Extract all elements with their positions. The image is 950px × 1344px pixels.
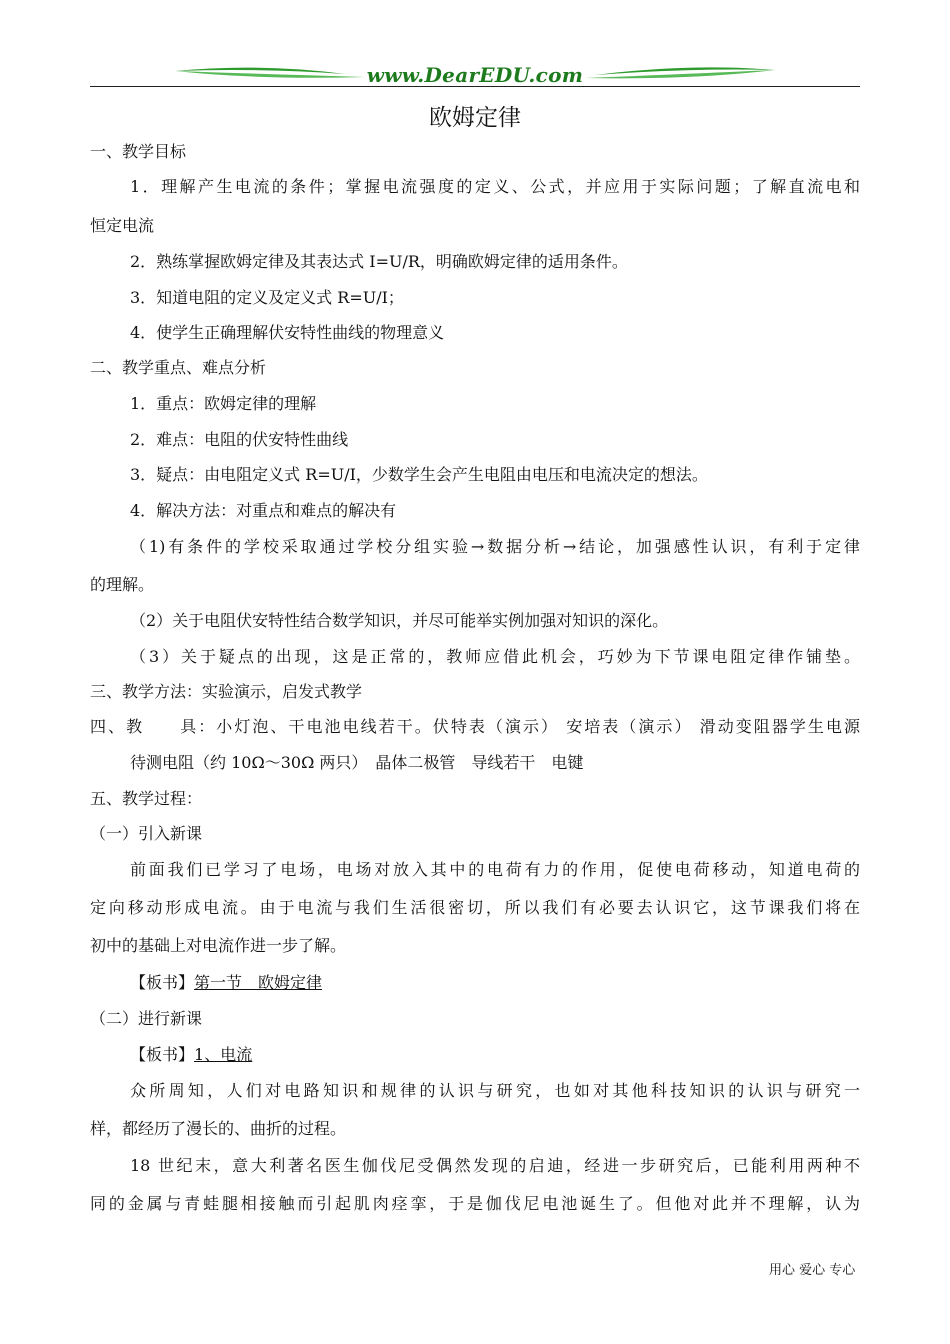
text-line: 2．难点：电阻的伏安特性曲线 — [130, 430, 349, 449]
text-line: 恒定电流 — [90, 216, 155, 235]
text-line: 3．疑点：由电阻定义式 R=U/I，少数学生会产生电阻由电压和电流决定的想法。 — [130, 465, 708, 484]
page-title: 欧姆定律 — [429, 105, 521, 131]
text-line: 前面我们已学习了电场，电场对放入其中的电荷有力的作用，促使电荷移动，知道电荷的 — [130, 860, 860, 879]
text-line: （一）引入新课 — [90, 824, 203, 843]
text-line: 1．理解产生电流的条件；掌握电流强度的定义、公式，并应用于实际问题；了解直流电和 — [130, 177, 860, 196]
header-rule — [90, 86, 860, 87]
text-line: 样，都经历了漫长的、曲折的过程。 — [90, 1119, 347, 1138]
text-line: 五、教学过程： — [90, 789, 203, 808]
text-line: 四、教 具：小灯泡、干电池电线若干。伏特表（演示） 安培表（演示） 滑动变阻器学生电源 — [90, 717, 860, 736]
text-line: 待测电阻（约 10Ω～30Ω 两只） 晶体二极管 导线若干 电键 — [130, 753, 584, 772]
board-note — [130, 1044, 252, 1066]
board-note-label: 【板书】 — [130, 1045, 195, 1064]
text-line: 众所周知，人们对电路知识和规律的认识与研究，也如对其他科技知识的认识与研究一 — [130, 1081, 860, 1100]
text-line: （3）关于疑点的出现，这是正常的，教师应借此机会，巧妙为下节课电阻定律作铺垫。 — [130, 647, 860, 666]
board-note-label: 【板书】 — [130, 973, 195, 992]
text-line: 二、教学重点、难点分析 — [90, 358, 267, 377]
text-line: 三、教学方法：实验演示，启发式教学 — [90, 682, 363, 701]
board-note — [130, 972, 322, 994]
text-line: 的理解。 — [90, 575, 155, 594]
text-line: 1．重点：欧姆定律的理解 — [130, 394, 317, 413]
text-line: 18 世纪末，意大利著名医生伽伐尼受偶然发现的启迪，经进一步研究后，已能利用两种不 — [130, 1156, 860, 1175]
text-line: （二）进行新课 — [90, 1009, 203, 1028]
board-note-heading: 1、电流 — [194, 1045, 253, 1064]
text-line: 3．知道电阻的定义及定义式 R=U/I； — [130, 288, 404, 307]
text-line: 2．熟练掌握欧姆定律及其表达式 I=U/R，明确欧姆定律的适用条件。 — [130, 252, 628, 271]
text-line: 初中的基础上对电流作进一步了解。 — [90, 936, 347, 955]
text-line: 4．使学生正确理解伏安特性曲线的物理意义 — [130, 323, 445, 342]
text-line: 同的金属与青蛙腿相接触而引起肌肉痉挛，于是伽伐尼电池诞生了。但他对此并不理解，认为 — [90, 1194, 860, 1213]
text-line: （2）关于电阻伏安特性结合数学知识，并尽可能举实例加强对知识的深化。 — [130, 611, 669, 630]
board-note-heading: 第一节 欧姆定律 — [194, 973, 323, 992]
text-line: （1)有条件的学校采取通过学校分组实验→数据分析→结论，加强感性认识，有利于定律 — [130, 537, 860, 556]
page-footer: 用心 爱心 专心 — [769, 1263, 856, 1278]
text-line: 定向移动形成电流。由于电流与我们生活很密切，所以我们有必要去认识它，这节课我们将在 — [90, 898, 860, 917]
text-line: 4．解决方法：对重点和难点的解决有 — [130, 501, 397, 520]
text-line: 一、教学目标 — [90, 142, 187, 161]
site-logo[interactable]: www.DearEDU.com — [366, 63, 584, 87]
